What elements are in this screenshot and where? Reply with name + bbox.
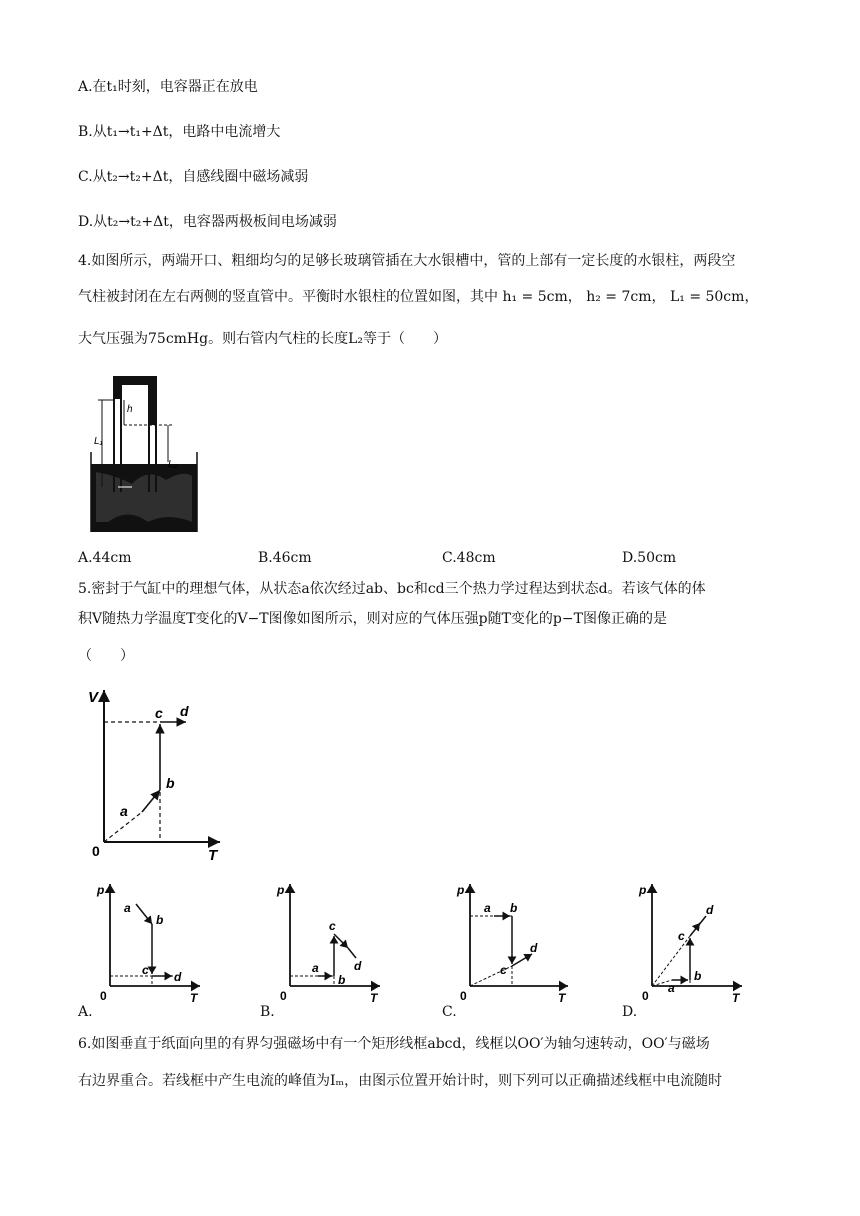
pt-graph-b [274,880,386,1006]
ptC-origin: 0 [460,989,467,1003]
process-ab [142,790,160,812]
vt-label-a: a [120,803,128,819]
q5-stem-line2: 积V随热力学温度T变化的V−T图像如图所示，则对应的气体压强p随T变化的p−T图像正确的是 [78,611,667,627]
q4-option-c: C.48cm [442,550,496,566]
pt-graph-d [636,880,748,1006]
q4-stem-line2-text: 气柱被封闭在左右两侧的竖直管中。平衡时水银柱的位置如图，其中 [78,289,498,305]
fig-label-L2: L₂ [168,459,178,470]
q4-stem-line1: 4.如图所示，两端开口、粗细均匀的足够长玻璃管插在大水银槽中，管的上部有一定长度的水银柱，两段空 [78,253,736,269]
q4-h2: h₂ = 7cm [586,289,652,305]
q4-L1: L₁ = 50cm [669,289,745,305]
vt-label-c: c [155,705,163,721]
vt-label-origin: 0 [92,843,100,859]
q5-option-b-letter: B. [260,1004,275,1020]
vt-label-b: b [166,775,175,791]
q6-stem-line2: 右边界重合。若线框中产生电流的峰值为Iₘ，由图示位置开始计时，则下列可以正确描述线框中电流随时 [78,1073,723,1089]
ptB-T: T [370,991,378,1005]
q3-option-b: B.从t₁→t₁+Δt，电路中电流增大 [78,124,281,140]
ptA-d: d [174,970,182,984]
ptD-T: T [732,991,740,1005]
vt-label-T: T [208,847,218,864]
q3-option-c: C.从t₂→t₂+Δt，自感线圈中磁场减弱 [78,169,309,185]
fig-label-h: h [127,404,133,415]
ptA-T: T [190,991,198,1005]
q4-option-a: A.44cm [78,550,132,566]
ptB-c: c [329,919,336,933]
vt-graph [82,684,228,864]
ptA-origin: 0 [100,989,107,1003]
q4-option-d: D.50cm [622,550,677,566]
q5-stem-line3: （ ） [78,648,134,664]
ptA-p: p [97,883,105,897]
q4-stem-line3-end: 等于（ ） [363,331,448,347]
q4-stem-line3-text: 大气压强为75cmHg。则右管内气柱的长度 [78,331,349,347]
q4-L2: L₂ [348,331,364,347]
q5-option-d-letter: D. [622,1004,638,1020]
ptA-a: a [124,901,131,915]
ptB-origin: 0 [280,989,287,1003]
q4-stem-line3 [78,330,447,348]
pt-graph-a [94,880,206,1006]
ptD-d: d [706,903,714,917]
vt-label-V: V [88,689,99,706]
q3-option-d: D.从t₂→t₂+Δt，电容器两极板间电场减弱 [78,214,337,230]
ptD-a: a [668,981,675,995]
ptC-c: c [500,963,507,977]
q3-option-a: A.在t₁时刻，电容器正在放电 [78,79,258,95]
ptD-origin: 0 [642,989,649,1003]
q5-option-a-letter: A. [78,1004,93,1020]
ptA-c: c [142,963,149,977]
ptB-p: p [277,883,285,897]
ptD-b: b [694,969,702,983]
q4-tube-figure [88,372,200,534]
q5-option-c-letter: C. [442,1004,457,1020]
q5-stem-line1: 5.密封于气缸中的理想气体，从状态a依次经过ab、bc和cd三个热力学过程达到状态d。若该气体的体 [78,581,706,597]
ptD-c: c [678,929,685,943]
ptC-a: a [484,901,491,915]
vt-label-d: d [180,703,189,719]
ptC-d: d [530,941,538,955]
q4-h1: h₁ = 5cm [502,289,568,305]
ptA-b: b [156,913,164,927]
q6-stem-line1: 6.如图垂直于纸面向里的有界匀强磁场中有一个矩形线框abcd，线框以OO′为轴匀速转动，OO′与磁场 [78,1036,710,1052]
ptC-T: T [558,991,566,1005]
mercury-column-top [114,376,156,385]
pt-graph-c [454,880,574,1006]
ptB-b: b [338,973,346,987]
ptC-p: p [457,883,465,897]
ptC-b: b [510,901,518,915]
ptB-a: a [312,961,319,975]
fig-label-L1: L₁ [94,436,103,447]
ptB-d: d [354,959,362,973]
q4-stem-line2: 气柱被封闭在左右两侧的竖直管中。平衡时水银柱的位置如图，其中 h₁ = 5cm， h₂ = 7cm， L₁ = 50cm， [78,289,759,305]
q4-option-b: B.46cm [258,550,312,566]
ptD-p: p [639,883,647,897]
